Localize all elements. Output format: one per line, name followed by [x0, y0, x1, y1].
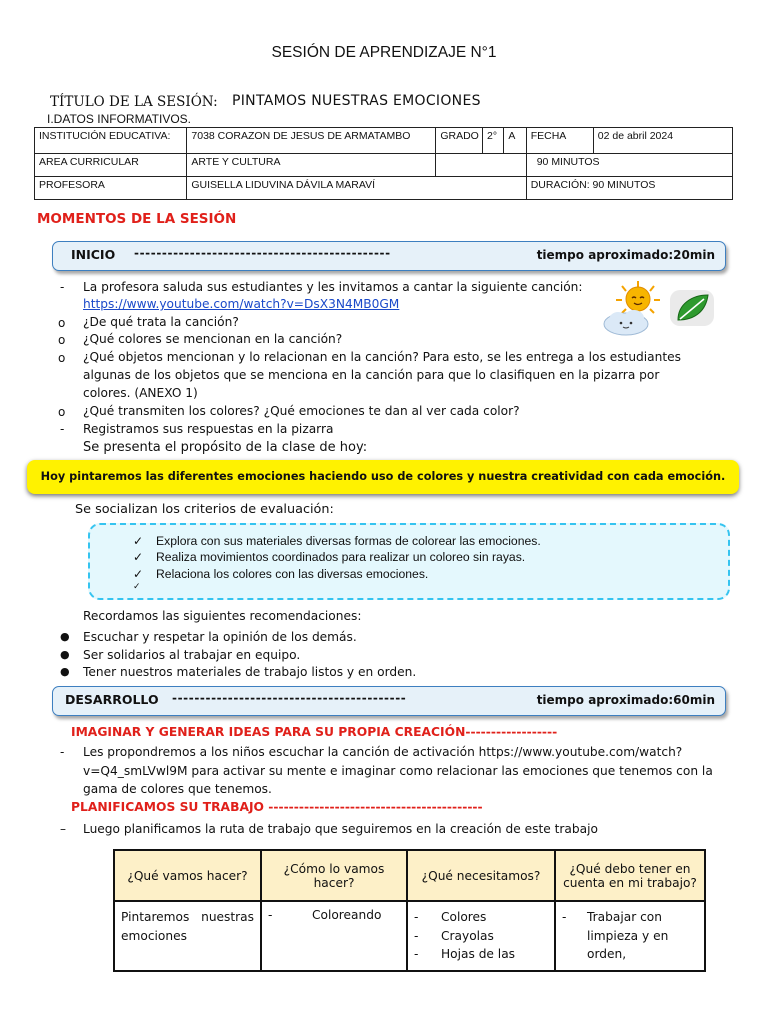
seccion-value: A [504, 128, 526, 154]
session-title-value: PINTAMOS NUESTRAS EMOCIONES [232, 93, 481, 109]
recomendaciones-intro: Recordamos las siguientes recomendaciones: [83, 609, 362, 623]
inicio-label: INICIO [71, 247, 116, 262]
circle-bullet-icon: o [58, 405, 66, 419]
question-4: ¿Qué transmiten los colores? ¿Qué emociones te dan al ver cada color? [83, 404, 520, 418]
imaginar-text-a: Les propondremos a los niños escuchar la canción de activación https://www.youtube.com/watch? [83, 745, 683, 759]
plan-header: ¿Cómo lo vamos hacer? [261, 850, 407, 901]
circle-bullet-icon: o [58, 316, 66, 330]
plan-cell-consider: - Trabajar con limpieza y en orden, [555, 901, 705, 971]
recomendacion-item: Tener nuestros materiales de trabajo listos y en orden. [83, 665, 417, 679]
inicio-time: tiempo aproximado:20min [536, 248, 715, 262]
check-icon: ✓ [133, 534, 144, 548]
criterio-item: Relaciona los colores con las diversas emociones. [156, 567, 429, 581]
profesora-label: PROFESORA [35, 177, 187, 200]
plan-need-item: Hojas de las [441, 947, 516, 961]
imaginar-text-b: v=Q4_smLVwl9M para activar su mente e imaginar como relacionar las emociones que tenemos con la [83, 764, 713, 778]
plan-header: ¿Qué necesitamos? [407, 850, 555, 901]
circle-bullet-icon: o [58, 351, 66, 365]
desarrollo-dashes: ------------------------------------------ [172, 691, 407, 705]
fecha-label: FECHA [526, 128, 593, 154]
fecha-value: 02 de abril 2024 [593, 128, 732, 154]
desarrollo-bar [52, 686, 726, 716]
info-table [34, 127, 733, 200]
inicio-line-1: La profesora saluda sus estudiantes y les invitamos a cantar la siguiente canción: [83, 280, 583, 294]
grado-value: 2° [483, 128, 504, 154]
question-3c: colores. (ANEXO 1) [83, 386, 198, 400]
datos-heading: I.DATOS INFORMATIVOS. [47, 112, 192, 126]
proposito-line: Se presenta el propósito de la clase de hoy: [83, 440, 368, 455]
circle-bullet-icon: o [58, 333, 66, 347]
dash-bullet: - [60, 745, 65, 759]
institucion-value: 7038 CORAZON DE JESUS DE ARMATAMBO [187, 128, 436, 154]
plan-header: ¿Qué debo tener en cuenta en mi trabajo? [555, 850, 705, 901]
inicio-bar [52, 241, 726, 271]
bullet-icon: ● [60, 648, 70, 661]
plan-cell-how: - Coloreando [261, 901, 407, 971]
session-title-label: TÍTULO DE LA SESIÓN: [50, 94, 218, 110]
check-icon: ✓ [133, 582, 141, 592]
desarrollo-time: tiempo aproximado:60min [536, 693, 715, 707]
inicio-dashes: ---------------------------------------------- [134, 246, 391, 260]
profesora-value: GUISELLA LIDUVINA DÁVILA MARAVÍ [187, 177, 526, 200]
plan-need-item: Colores [441, 910, 487, 924]
page-title: SESIÓN DE APRENDIZAJE N°1 [271, 44, 497, 61]
criterios-box [88, 523, 730, 600]
song-link[interactable]: https://www.youtube.com/watch?v=DsX3N4MB0GM [83, 297, 400, 311]
question-3b: algunas de los objetos que se menciona en la canción para que lo clasifiquen en la pizarra por [83, 368, 660, 382]
criterio-item: Realiza movimientos coordinados para realizar un coloreo sin rayas. [156, 550, 526, 564]
plan-header: ¿Qué vamos hacer? [114, 850, 261, 901]
purpose-banner: Hoy pintaremos las diferentes emociones haciendo uso de colores y nuestra creatividad con cada emoción. [27, 460, 739, 494]
duracion-value: DURACIÓN: 90 MINUTOS [526, 177, 732, 200]
plan-table [113, 849, 706, 972]
imaginar-heading: IMAGINAR Y GENERAR IDEAS PARA SU PROPIA CREACIÓN------------------ [71, 725, 558, 739]
recomendacion-item: Ser solidarios al trabajar en equipo. [83, 648, 301, 662]
dash-bullet: - [60, 422, 65, 436]
planificamos-heading: PLANIFICAMOS SU TRABAJO ------------------------------------------ [71, 800, 483, 814]
plan-cell-what: Pintaremos nuestras emociones [114, 901, 261, 971]
grado-label: GRADO [436, 128, 483, 154]
momentos-heading: MOMENTOS DE LA SESIÓN [37, 211, 237, 227]
planificamos-text: Luego planificamos la ruta de trabajo que seguiremos en la creación de este trabajo [83, 822, 598, 836]
dash-bullet: - [60, 280, 65, 294]
plan-consider-text: Trabajar con limpieza y en orden, [587, 910, 669, 961]
minutos-value: 90 MINUTOS [526, 154, 732, 177]
imaginar-text-c: gama de colores que tenemos. [83, 782, 272, 796]
inicio-line-2: Registramos sus respuestas en la pizarra [83, 422, 334, 436]
criterios-intro: Se socializan los criterios de evaluación: [75, 502, 334, 517]
question-1: ¿De qué trata la canción? [83, 315, 239, 329]
dash-bullet: – [60, 822, 66, 836]
sun-cloud-leaf-icon [600, 280, 720, 342]
criterio-item: Explora con sus materiales diversas formas de colorear las emociones. [156, 534, 541, 548]
plan-need-item: Crayolas [441, 928, 494, 943]
question-2: ¿Qué colores se mencionan en la canción? [83, 332, 343, 346]
institucion-label: INSTITUCIÓN EDUCATIVA: [35, 128, 187, 154]
bullet-icon: ● [60, 665, 70, 678]
area-label: AREA CURRICULAR [35, 154, 187, 177]
plan-how-text: Coloreando [312, 908, 382, 922]
check-icon: ✓ [133, 550, 144, 564]
area-value: ARTE Y CULTURA [187, 154, 436, 177]
plan-cell-need: - Colores - Crayolas - Hojas de las [407, 901, 555, 971]
check-icon: ✓ [133, 567, 144, 581]
recomendacion-item: Escuchar y respetar la opinión de los demás. [83, 630, 357, 644]
empty-cell [436, 154, 526, 177]
question-3a: ¿Qué objetos mencionan y lo relacionan en la canción? Para esto, se les entrega a los estudiantes [83, 350, 681, 364]
bullet-icon: ● [60, 630, 70, 643]
desarrollo-label: DESARROLLO [65, 692, 159, 707]
